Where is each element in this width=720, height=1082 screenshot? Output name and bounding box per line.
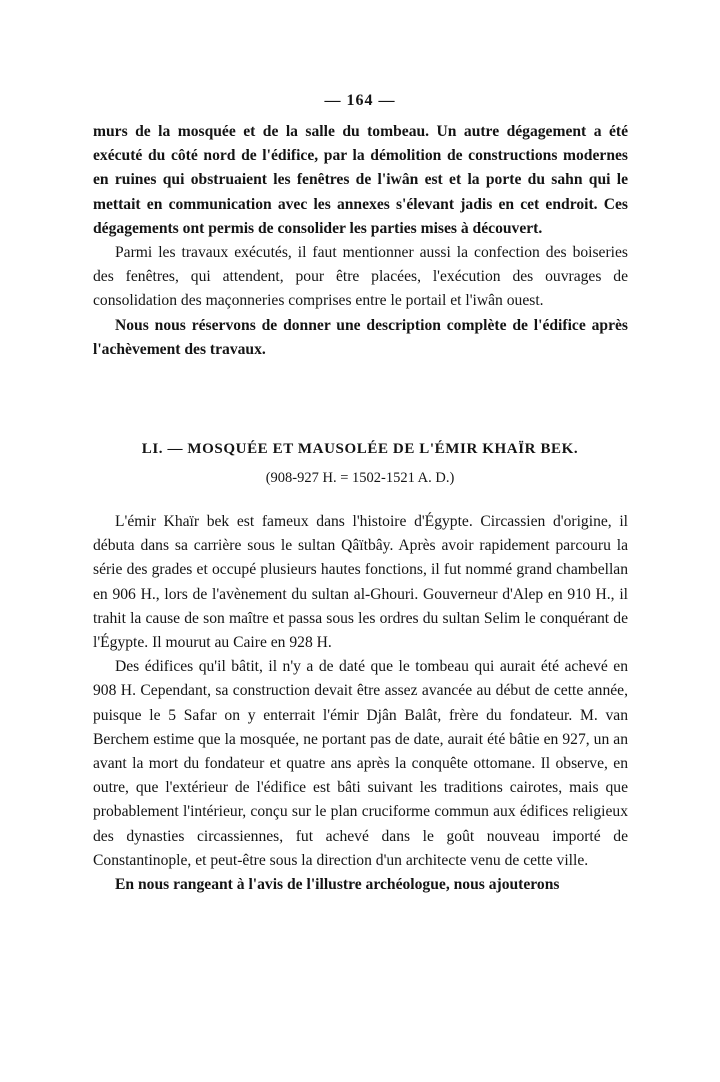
body-paragraph-2: Des édifices qu'il bâtit, il n'y a de daté que le tombeau qui aurait été achevé en 908 H. Cependant, sa construction devait être assez avancée au début de cette année, puisque le 5 Safar on y enterrait l'émir Djân Balât, frère du fondateur. M. van Berchem estime que la mosquée, ne portant pas de date, aurait été bâtie en 927, un an avant la mort du fondateur et quatre ans après la conquête ottomane. Il observe, en outre, que l'extérieur de l'édifice est bâti suivant les traditions cairotes, mais que probablement l'intérieur, conçu sur le plan cruciforme commun aux édifices religieux des dynasties circassiennes, fut achevé dans le goût nouveau importé de Constantinople, et peut-être sous la direction d'un architecte venu de cette ville. bbox=[93, 658, 628, 869]
intro-paragraph-2: Parmi les travaux exécutés, il faut mentionner aussi la confection des boiseries des fenêtres, qui attendent, pour être placées, l'exécution des ouvrages de consolidation des maçonneries comprises entre le portail et l'iwân ouest. bbox=[93, 244, 628, 310]
body-paragraph-3: En nous rangeant à l'avis de l'illustre archéologue, nous ajouterons bbox=[115, 876, 560, 894]
body-paragraph-1: L'émir Khaïr bek est fameux dans l'histoire d'Égypte. Circassien d'origine, il débuta dans sa carrière sous le sultan Qâïtbây. Après avoir rapidement parcouru la série des grades et occupé plusieurs hautes fonctions, il fut nommé grand chambellan en 906 H., lors de l'avènement du sultan al-Ghouri. Gouverneur d'Alep en 910 H., il trahit la cause de son maître et passa sous les ordres du sultan Selim le conquérant de l'Égypte. Il mourut au Caire en 928 H. bbox=[93, 513, 628, 652]
intro-paragraph-1: murs de la mosquée et de la salle du tombeau. Un autre dégagement a été exécuté du côté nord de l'édifice, par la démolition de constructions modernes en ruines qui obstruaient les fenêtres de l'iwân est et la porte du sahn qui le mettait en communication avec les annexes s'élevant jadis en cet endroit. Ces dégagements ont permis de consolider les parties mises à découvert. bbox=[93, 123, 628, 237]
section-dates: (908-927 H. = 1502-1521 A. D.) bbox=[265, 470, 455, 486]
intro-paragraph-3: Nous nous réservons de donner une description complète de l'édifice après l'achèvement des travaux. bbox=[93, 316, 628, 358]
section-title: LI. — MOSQUÉE ET MAUSOLÉE DE L'ÉMIR KHAÏR BEK. bbox=[141, 441, 579, 457]
intro-text-block bbox=[93, 120, 628, 362]
body-text-block bbox=[93, 510, 628, 897]
page-number: — 164 — bbox=[324, 92, 396, 109]
